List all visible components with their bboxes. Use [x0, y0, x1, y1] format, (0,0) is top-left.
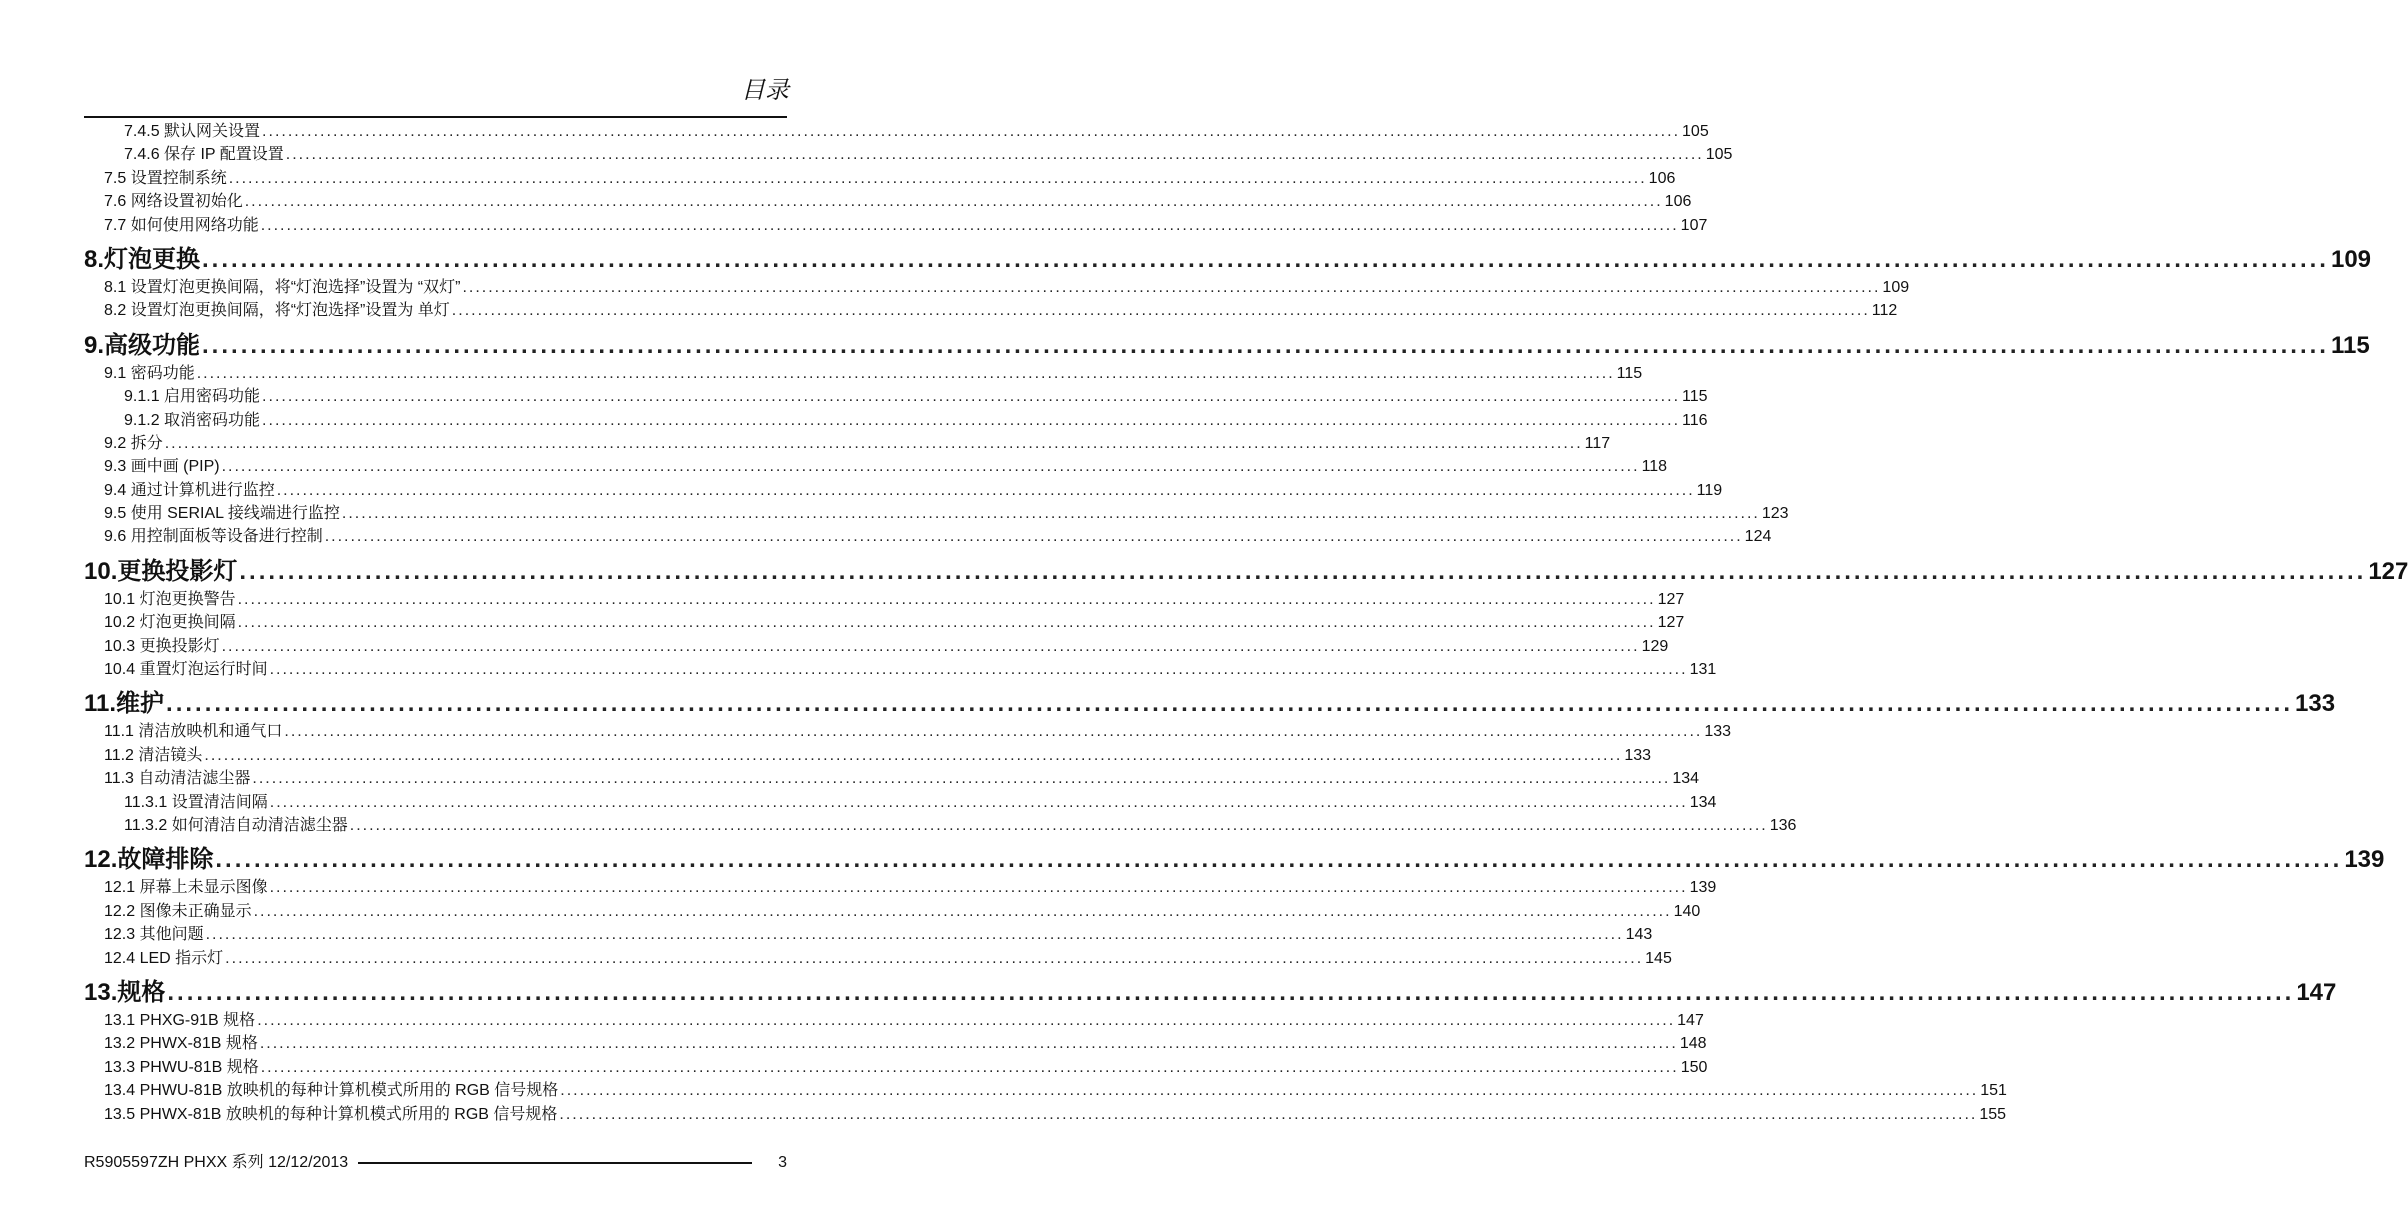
page-header-title: 目录	[741, 77, 789, 104]
toc-dot-leader: ............................................................................................................................................................................................................................	[269, 661, 1688, 679]
toc-entry[interactable]	[84, 1032, 1707, 1055]
footer-document-id: R5905597ZH PHXX 系列 12/12/2013	[84, 1154, 349, 1171]
toc-dot-leader: ............................................................................................................................................................................................................................	[257, 1011, 1676, 1029]
toc-entry[interactable]	[84, 814, 1797, 837]
toc-entry-label: 12.4 LED 指示灯	[104, 949, 224, 967]
toc-entry-page: 115	[1616, 364, 1643, 382]
toc-dot-leader: ............................................................................................................................................................................................................................	[244, 193, 1663, 211]
footer-divider	[358, 1162, 752, 1164]
footer-page-number: 3	[778, 1154, 787, 1171]
toc-entry[interactable]	[84, 1103, 2007, 1126]
toc-entry-page: 136	[1769, 816, 1797, 834]
toc-dot-leader: ............................................................................................................................................................................................................................	[205, 926, 1624, 944]
toc-dot-leader: ............................................................................................................................................................................................................................	[167, 978, 2295, 1006]
toc-entry-label: 9.1.2 取消密码功能	[124, 411, 261, 429]
toc-dot-leader: ............................................................................................................................................................................................................................	[202, 331, 2329, 359]
toc-entry-page: 147	[1677, 1011, 1704, 1029]
toc-entry-page: 109	[2330, 245, 2372, 273]
toc-dot-leader: ............................................................................................................................................................................................................................	[215, 846, 2343, 874]
toc-entry[interactable]	[84, 299, 1898, 322]
toc-entry-page: 105	[1705, 146, 1733, 164]
toc-entry-page: 123	[1761, 505, 1789, 523]
page-footer	[84, 1149, 787, 1172]
toc-entry-page: 127	[2368, 557, 2408, 585]
toc-entry-page: 150	[1680, 1058, 1708, 1076]
toc-entry[interactable]	[84, 455, 1668, 478]
toc-entry-page: 116	[1682, 411, 1708, 429]
toc-entry[interactable]	[84, 120, 1709, 143]
toc-dot-leader: ............................................................................................................................................................................................................................	[237, 614, 1656, 632]
toc-entry-page: 133	[2295, 690, 2336, 718]
toc-entry-label: 11.2 清洁镜头	[104, 746, 203, 764]
toc-dot-leader: ............................................................................................................................................................................................................................	[324, 528, 1743, 546]
toc-entry-page: 145	[1645, 949, 1672, 967]
toc-entry-label: 13.4 PHWU-81B 放映机的每种计算机模式所用的 RGB 信号规格	[104, 1082, 559, 1100]
toc-entry[interactable]	[84, 525, 1772, 548]
toc-chapter-entry[interactable]	[84, 330, 2370, 362]
toc-entry-page: 139	[2344, 846, 2385, 874]
toc-entry-page: 134	[1672, 770, 1700, 788]
toc-entry[interactable]	[84, 947, 1672, 970]
toc-entry[interactable]	[84, 791, 1717, 814]
toc-entry-label: 7.6 网络设置初始化	[104, 193, 243, 211]
toc-entry-page: 106	[1664, 193, 1692, 211]
toc-entry-page: 117	[1584, 434, 1611, 452]
toc-entry-label: 12.故障排除	[84, 846, 214, 874]
toc-entry-page: 127	[1657, 614, 1685, 632]
toc-entry-label: 10.3 更换投影灯	[104, 637, 220, 655]
toc-entry-label: 9.3 画中画 (PIP)	[104, 458, 220, 476]
toc-dot-leader: ............................................................................................................................................................................................................................	[269, 793, 1688, 811]
toc-entry-label: 13.5 PHWX-81B 放映机的每种计算机模式所用的 RGB 信号规格	[104, 1105, 558, 1123]
table-of-contents	[84, 120, 2408, 1126]
toc-dot-leader: ............................................................................................................................................................................................................................	[166, 690, 2293, 718]
toc-entry[interactable]	[84, 588, 1685, 611]
toc-entry-label: 11.1 清洁放映机和通气口	[104, 723, 283, 741]
toc-dot-leader: ............................................................................................................................................................................................................................	[560, 1082, 1979, 1100]
toc-entry[interactable]	[84, 276, 1910, 299]
toc-entry-label: 9.1 密码功能	[104, 364, 195, 382]
toc-entry-page: 143	[1625, 926, 1653, 944]
toc-entry[interactable]	[84, 720, 1732, 743]
toc-dot-leader: ............................................................................................................................................................................................................................	[349, 816, 1768, 834]
toc-entry[interactable]	[84, 658, 1717, 681]
toc-entry-page: 133	[1624, 746, 1652, 764]
toc-entry-page: 140	[1673, 902, 1701, 920]
toc-entry[interactable]	[84, 479, 1723, 502]
toc-entry-label: 8.2 设置灯泡更换间隔，将“灯泡选择”设置为 单灯	[104, 302, 450, 320]
toc-entry[interactable]	[84, 767, 1700, 790]
toc-entry-page: 155	[1979, 1105, 2007, 1123]
toc-entry-label: 13.规格	[84, 978, 166, 1006]
toc-dot-leader: ............................................................................................................................................................................................................................	[221, 637, 1640, 655]
toc-entry-page: 129	[1641, 637, 1669, 655]
toc-entry-label: 12.3 其他问题	[104, 926, 204, 944]
toc-chapter-entry[interactable]	[84, 244, 2372, 276]
toc-entry-label: 8.灯泡更换	[84, 245, 201, 273]
toc-entry[interactable]	[84, 190, 1692, 213]
toc-entry-label: 7.4.6 保存 IP 配置设置	[124, 146, 284, 164]
toc-entry[interactable]	[84, 385, 1708, 408]
toc-entry-label: 10.更换投影灯	[84, 557, 238, 585]
toc-entry-page: 115	[2330, 331, 2370, 359]
toc-dot-leader: ............................................................................................................................................................................................................................	[259, 1035, 1678, 1053]
toc-dot-leader: ............................................................................................................................................................................................................................	[225, 949, 1644, 967]
toc-entry-label: 11.3.1 设置清洁间隔	[124, 793, 268, 811]
toc-dot-leader: ............................................................................................................................................................................................................................	[559, 1105, 1978, 1123]
toc-dot-leader: ............................................................................................................................................................................................................................	[462, 278, 1881, 296]
toc-entry[interactable]	[84, 502, 1789, 525]
toc-dot-leader: ............................................................................................................................................................................................................................	[276, 481, 1695, 499]
toc-entry[interactable]	[84, 432, 1611, 455]
toc-chapter-entry[interactable]	[84, 556, 2408, 588]
toc-entry-label: 13.1 PHXG-91B 规格	[104, 1011, 256, 1029]
toc-entry-label: 10.4 重置灯泡运行时间	[104, 661, 268, 679]
toc-entry-page: 148	[1679, 1035, 1707, 1053]
toc-dot-leader: ............................................................................................................................................................................................................................	[196, 364, 1615, 382]
toc-entry-page: 107	[1680, 216, 1708, 234]
toc-entry[interactable]	[84, 635, 1669, 658]
toc-entry[interactable]	[84, 362, 1643, 385]
toc-entry-page: 147	[2296, 978, 2337, 1006]
toc-entry-page: 115	[1682, 388, 1708, 406]
toc-entry-label: 9.4 通过计算机进行监控	[104, 481, 275, 499]
toc-entry-label: 13.2 PHWX-81B 规格	[104, 1035, 258, 1053]
toc-entry-page: 134	[1689, 793, 1717, 811]
toc-entry[interactable]	[84, 900, 1701, 923]
toc-entry[interactable]	[84, 611, 1685, 634]
toc-dot-leader: ............................................................................................................................................................................................................................	[221, 458, 1640, 476]
toc-dot-leader: ............................................................................................................................................................................................................................	[260, 1058, 1679, 1076]
toc-dot-leader: ............................................................................................................................................................................................................................	[253, 902, 1672, 920]
toc-entry[interactable]	[84, 744, 1652, 767]
toc-dot-leader: ............................................................................................................................................................................................................................	[269, 879, 1688, 897]
toc-entry-label: 9.2 拆分	[104, 434, 163, 452]
toc-entry[interactable]	[84, 409, 1708, 432]
toc-entry-page: 109	[1882, 278, 1910, 296]
toc-dot-leader: ............................................................................................................................................................................................................................	[341, 505, 1760, 523]
toc-dot-leader: ............................................................................................................................................................................................................................	[262, 388, 1681, 406]
toc-entry-label: 9.5 使用 SERIAL 接线端进行监控	[104, 505, 340, 523]
toc-entry[interactable]	[84, 1079, 2007, 1102]
toc-dot-leader: ............................................................................................................................................................................................................................	[260, 216, 1679, 234]
toc-entry[interactable]	[84, 167, 1676, 190]
toc-entry-page: 112	[1871, 302, 1898, 320]
toc-dot-leader: ............................................................................................................................................................................................................................	[164, 434, 1583, 452]
toc-entry-label: 10.2 灯泡更换间隔	[104, 614, 236, 632]
toc-dot-leader: ............................................................................................................................................................................................................................	[202, 245, 2329, 273]
toc-entry-page: 139	[1689, 879, 1717, 897]
toc-entry-label: 11.3 自动清洁滤尘器	[104, 770, 251, 788]
toc-entry-label: 11.3.2 如何清洁自动清洁滤尘器	[124, 816, 348, 834]
toc-entry-page: 105	[1682, 123, 1709, 140]
toc-dot-leader: ............................................................................................................................................................................................................................	[239, 557, 2367, 585]
toc-entry-page: 119	[1696, 481, 1723, 499]
toc-entry-label: 12.1 屏幕上未显示图像	[104, 879, 268, 897]
toc-dot-leader: ............................................................................................................................................................................................................................	[228, 169, 1647, 187]
toc-entry-label: 11.维护	[84, 690, 165, 718]
toc-chapter-entry[interactable]	[84, 688, 2336, 720]
toc-entry-label: 12.2 图像未正确显示	[104, 902, 252, 920]
toc-dot-leader: ............................................................................................................................................................................................................................	[237, 590, 1656, 608]
toc-entry-page: 118	[1641, 458, 1668, 476]
toc-entry[interactable]	[84, 923, 1653, 946]
toc-entry-label: 9.6 用控制面板等设备进行控制	[104, 528, 323, 546]
toc-entry-label: 9.高级功能	[84, 331, 201, 359]
toc-entry[interactable]	[84, 214, 1708, 237]
toc-entry-page: 106	[1648, 169, 1676, 187]
toc-entry-label: 7.4.5 默认网关设置	[124, 123, 261, 140]
toc-entry-label: 7.7 如何使用网络功能	[104, 216, 259, 234]
toc-entry-page: 124	[1744, 528, 1772, 546]
toc-entry[interactable]	[84, 143, 1733, 166]
toc-chapter-entry[interactable]	[84, 844, 2385, 876]
toc-entry[interactable]	[84, 1009, 1704, 1032]
toc-entry-page: 131	[1689, 661, 1717, 679]
toc-dot-leader: ............................................................................................................................................................................................................................	[262, 123, 1681, 140]
toc-entry-label: 10.1 灯泡更换警告	[104, 590, 236, 608]
toc-dot-leader: ............................................................................................................................................................................................................................	[451, 302, 1870, 320]
toc-dot-leader: ............................................................................................................................................................................................................................	[262, 411, 1681, 429]
toc-entry[interactable]	[84, 876, 1717, 899]
header-divider	[84, 116, 787, 118]
toc-entry-page: 127	[1657, 590, 1685, 608]
toc-dot-leader: ............................................................................................................................................................................................................................	[285, 146, 1704, 164]
toc-entry[interactable]	[84, 1056, 1708, 1079]
toc-dot-leader: ............................................................................................................................................................................................................................	[284, 723, 1703, 741]
toc-dot-leader: ............................................................................................................................................................................................................................	[204, 746, 1623, 764]
toc-entry-page: 151	[1980, 1082, 2007, 1100]
toc-entry-page: 133	[1704, 723, 1732, 741]
toc-entry-label: 7.5 设置控制系统	[104, 169, 227, 187]
toc-entry-label: 9.1.1 启用密码功能	[124, 388, 261, 406]
toc-dot-leader: ............................................................................................................................................................................................................................	[252, 770, 1671, 788]
toc-chapter-entry[interactable]	[84, 977, 2337, 1009]
toc-entry-label: 13.3 PHWU-81B 规格	[104, 1058, 259, 1076]
toc-entry-label: 8.1 设置灯泡更换间隔，将“灯泡选择”设置为 “双灯”	[104, 278, 461, 296]
